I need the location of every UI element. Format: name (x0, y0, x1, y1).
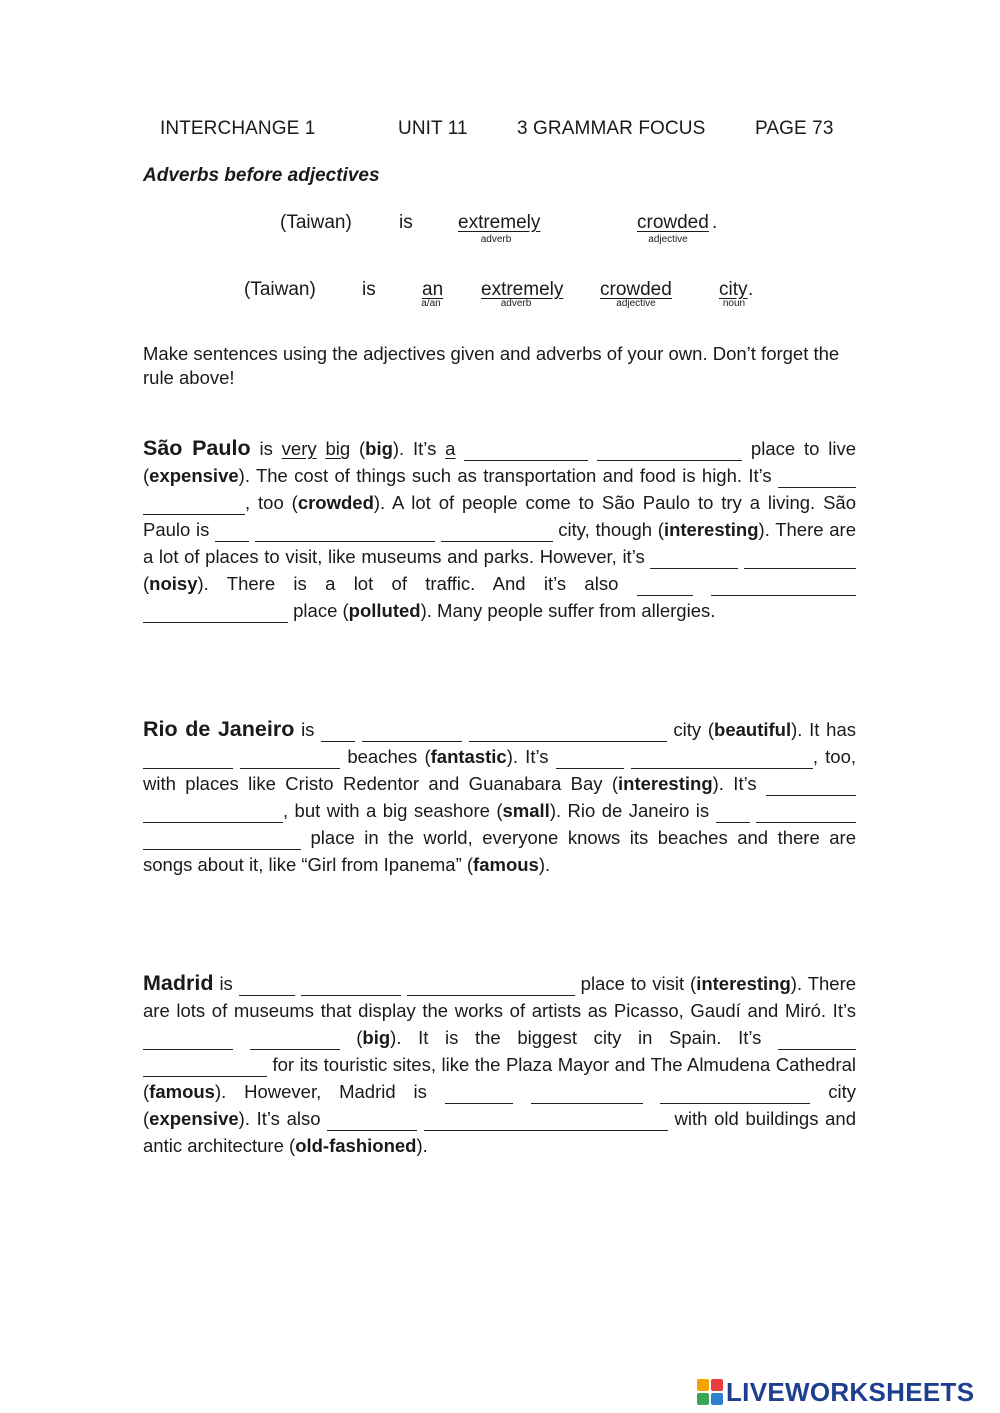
city-name: Rio de Janeiro (143, 717, 295, 741)
adjective-hint: big (365, 438, 393, 459)
header-book: INTERCHANGE 1 (160, 118, 316, 139)
example1-adverb-label: adverb (480, 234, 512, 245)
example2-article: an (422, 279, 444, 300)
text: ). Many people suffer from allergies. (420, 600, 716, 621)
logo-tile (711, 1379, 723, 1391)
text: is (250, 438, 282, 459)
text: ). (416, 1135, 428, 1156)
text: ). There are a lot of places to visit, like museums and parks. However, it’s (143, 519, 856, 567)
adjective-hint: noisy (149, 573, 198, 594)
text: , but with a big seashore ( (283, 800, 503, 821)
adjective-hint: small (502, 800, 550, 821)
text: city, though ( (552, 519, 664, 540)
answer-blank[interactable] (250, 1031, 340, 1050)
example2-verb: is (362, 279, 376, 300)
brand-name: LIVEWORKSHEETS (726, 1376, 975, 1407)
text: , too ( (245, 492, 298, 513)
paragraph-rio-de-janeiro (143, 716, 856, 878)
text: place to live ( (143, 438, 857, 486)
example1-adjective-label: adjective (648, 234, 688, 245)
text: ( (339, 1027, 363, 1048)
text: place ( (288, 600, 349, 621)
adjective-hint: famous (149, 1081, 215, 1102)
text: ). A lot of people come to São Paulo to try a living. São Paulo is (143, 492, 856, 540)
example2-subject: (Taiwan) (244, 279, 316, 300)
answer-blank[interactable] (143, 831, 301, 850)
text: ). (538, 854, 551, 875)
answer-blank[interactable] (660, 1085, 810, 1104)
answer-blank[interactable] (556, 750, 624, 769)
example1-subject: (Taiwan) (280, 212, 352, 233)
text: ). It has (791, 719, 856, 740)
answer-blank[interactable] (716, 804, 750, 823)
text: ). However, Madrid is (214, 1081, 445, 1102)
answer-blank[interactable] (766, 777, 856, 796)
answer-blank[interactable] (597, 442, 742, 461)
example2-noun: city (719, 279, 748, 300)
answer-blank[interactable] (407, 977, 575, 996)
adjective-hint: polluted (348, 600, 421, 621)
city-name: São Paulo (143, 436, 251, 460)
answer-blank[interactable] (143, 750, 233, 769)
logo-tile (697, 1379, 709, 1391)
answer-blank[interactable] (711, 577, 856, 596)
answer-blank[interactable] (321, 723, 355, 742)
answer-blank[interactable] (240, 750, 340, 769)
example-adverb: very (281, 438, 317, 459)
answer-blank[interactable] (255, 523, 435, 542)
text: ). It’s (506, 746, 556, 767)
answer-blank[interactable] (756, 804, 856, 823)
text: place to visit ( (574, 973, 697, 994)
text: ). It’s (712, 773, 766, 794)
adjective-hint: interesting (663, 519, 759, 540)
paragraph-sao-paulo (143, 435, 856, 624)
text: is (213, 973, 239, 994)
header-unit: UNIT 11 (398, 118, 468, 139)
header-section: 3 GRAMMAR FOCUS (517, 118, 706, 139)
example1-verb: is (399, 212, 413, 233)
adjective-hint: old-fashioned (295, 1135, 417, 1156)
answer-blank[interactable] (215, 523, 249, 542)
example-adjective: big (325, 438, 351, 459)
example1-adverb: extremely (458, 212, 541, 233)
answer-blank[interactable] (778, 469, 856, 488)
adjective-hint: interesting (696, 973, 791, 994)
grammar-subtitle: Adverbs before adjectives (143, 165, 380, 186)
answer-blank[interactable] (143, 1058, 267, 1077)
text: , too, with places like Cristo Redentor and Guanabara Bay ( (143, 746, 856, 794)
text: for its touristic sites, like the Plaza Mayor and The Almudena Cathedral ( (143, 1054, 856, 1102)
logo-tile (711, 1393, 723, 1405)
example1-period: . (712, 212, 718, 233)
example2-adverb: extremely (481, 279, 564, 300)
answer-blank[interactable] (239, 977, 295, 996)
liveworksheets-watermark (697, 1375, 974, 1409)
adjective-hint: beautiful (714, 719, 792, 740)
answer-blank[interactable] (631, 750, 813, 769)
text: city ( (143, 1081, 857, 1129)
text: ). The cost of things such as transportation and food is high. It’s (238, 465, 778, 486)
example2-adjective-label: adjective (616, 298, 656, 309)
paragraph-madrid (143, 970, 856, 1159)
text: beaches ( (340, 746, 431, 767)
example2-adjective: crowded (600, 279, 672, 300)
answer-blank[interactable] (637, 577, 693, 596)
text: city ( (666, 719, 715, 740)
answer-blank[interactable] (469, 723, 667, 742)
answer-blank[interactable] (650, 550, 738, 569)
city-name: Madrid (143, 971, 214, 995)
text: ). It’s also (238, 1108, 328, 1129)
text: ). There are lots of museums that display the works of artists as Picasso, Gaudí and Miró. It’s (143, 973, 857, 1021)
answer-blank[interactable] (362, 723, 462, 742)
text: ( (143, 573, 150, 594)
text: with old buildings and antic architecture ( (143, 1108, 857, 1156)
adjective-hint: big (362, 1027, 391, 1048)
text: ). It is the biggest city in Spain. It’s (390, 1027, 779, 1048)
text: ). Rio de Janeiro is (549, 800, 716, 821)
text: ). It’s (392, 438, 446, 459)
answer-blank[interactable] (143, 1031, 233, 1050)
header-page: PAGE 73 (755, 118, 834, 139)
adjective-hint: interesting (618, 773, 713, 794)
example2-period: . (748, 279, 754, 300)
text: ). There is a lot of traffic. And it’s also (197, 573, 637, 594)
answer-blank[interactable] (143, 496, 245, 515)
answer-blank[interactable] (464, 442, 588, 461)
answer-blank[interactable] (301, 977, 401, 996)
answer-blank[interactable] (445, 1085, 513, 1104)
answer-blank[interactable] (424, 1112, 668, 1131)
adjective-hint: expensive (149, 1108, 239, 1129)
adjective-hint: famous (473, 854, 539, 875)
answer-blank[interactable] (531, 1085, 643, 1104)
text: place in the world, everyone knows its beaches and there are songs about it, like “Girl from Ipanema” ( (143, 827, 856, 875)
logo-tile (697, 1393, 709, 1405)
text: ( (350, 438, 366, 459)
instruction-text: Make sentences using the adjectives given and adverbs of your own. Don’t forget the rule above! (143, 343, 840, 388)
text: is (294, 719, 322, 740)
adjective-hint: crowded (297, 492, 374, 513)
adjective-hint: fantastic (430, 746, 507, 767)
example2-article-label: a/an (421, 298, 441, 309)
answer-blank[interactable] (778, 1031, 856, 1050)
liveworksheets-logo-icon (697, 1379, 723, 1405)
example2-noun-label: noun (722, 298, 746, 309)
example2-adverb-label: adverb (500, 298, 532, 309)
answer-blank[interactable] (327, 1112, 417, 1131)
example-article: a (445, 438, 456, 459)
answer-blank[interactable] (143, 804, 283, 823)
answer-blank[interactable] (143, 604, 288, 623)
answer-blank[interactable] (441, 523, 553, 542)
answer-blank[interactable] (744, 550, 856, 569)
example1-adjective: crowded (637, 212, 709, 233)
adjective-hint: expensive (149, 465, 239, 486)
